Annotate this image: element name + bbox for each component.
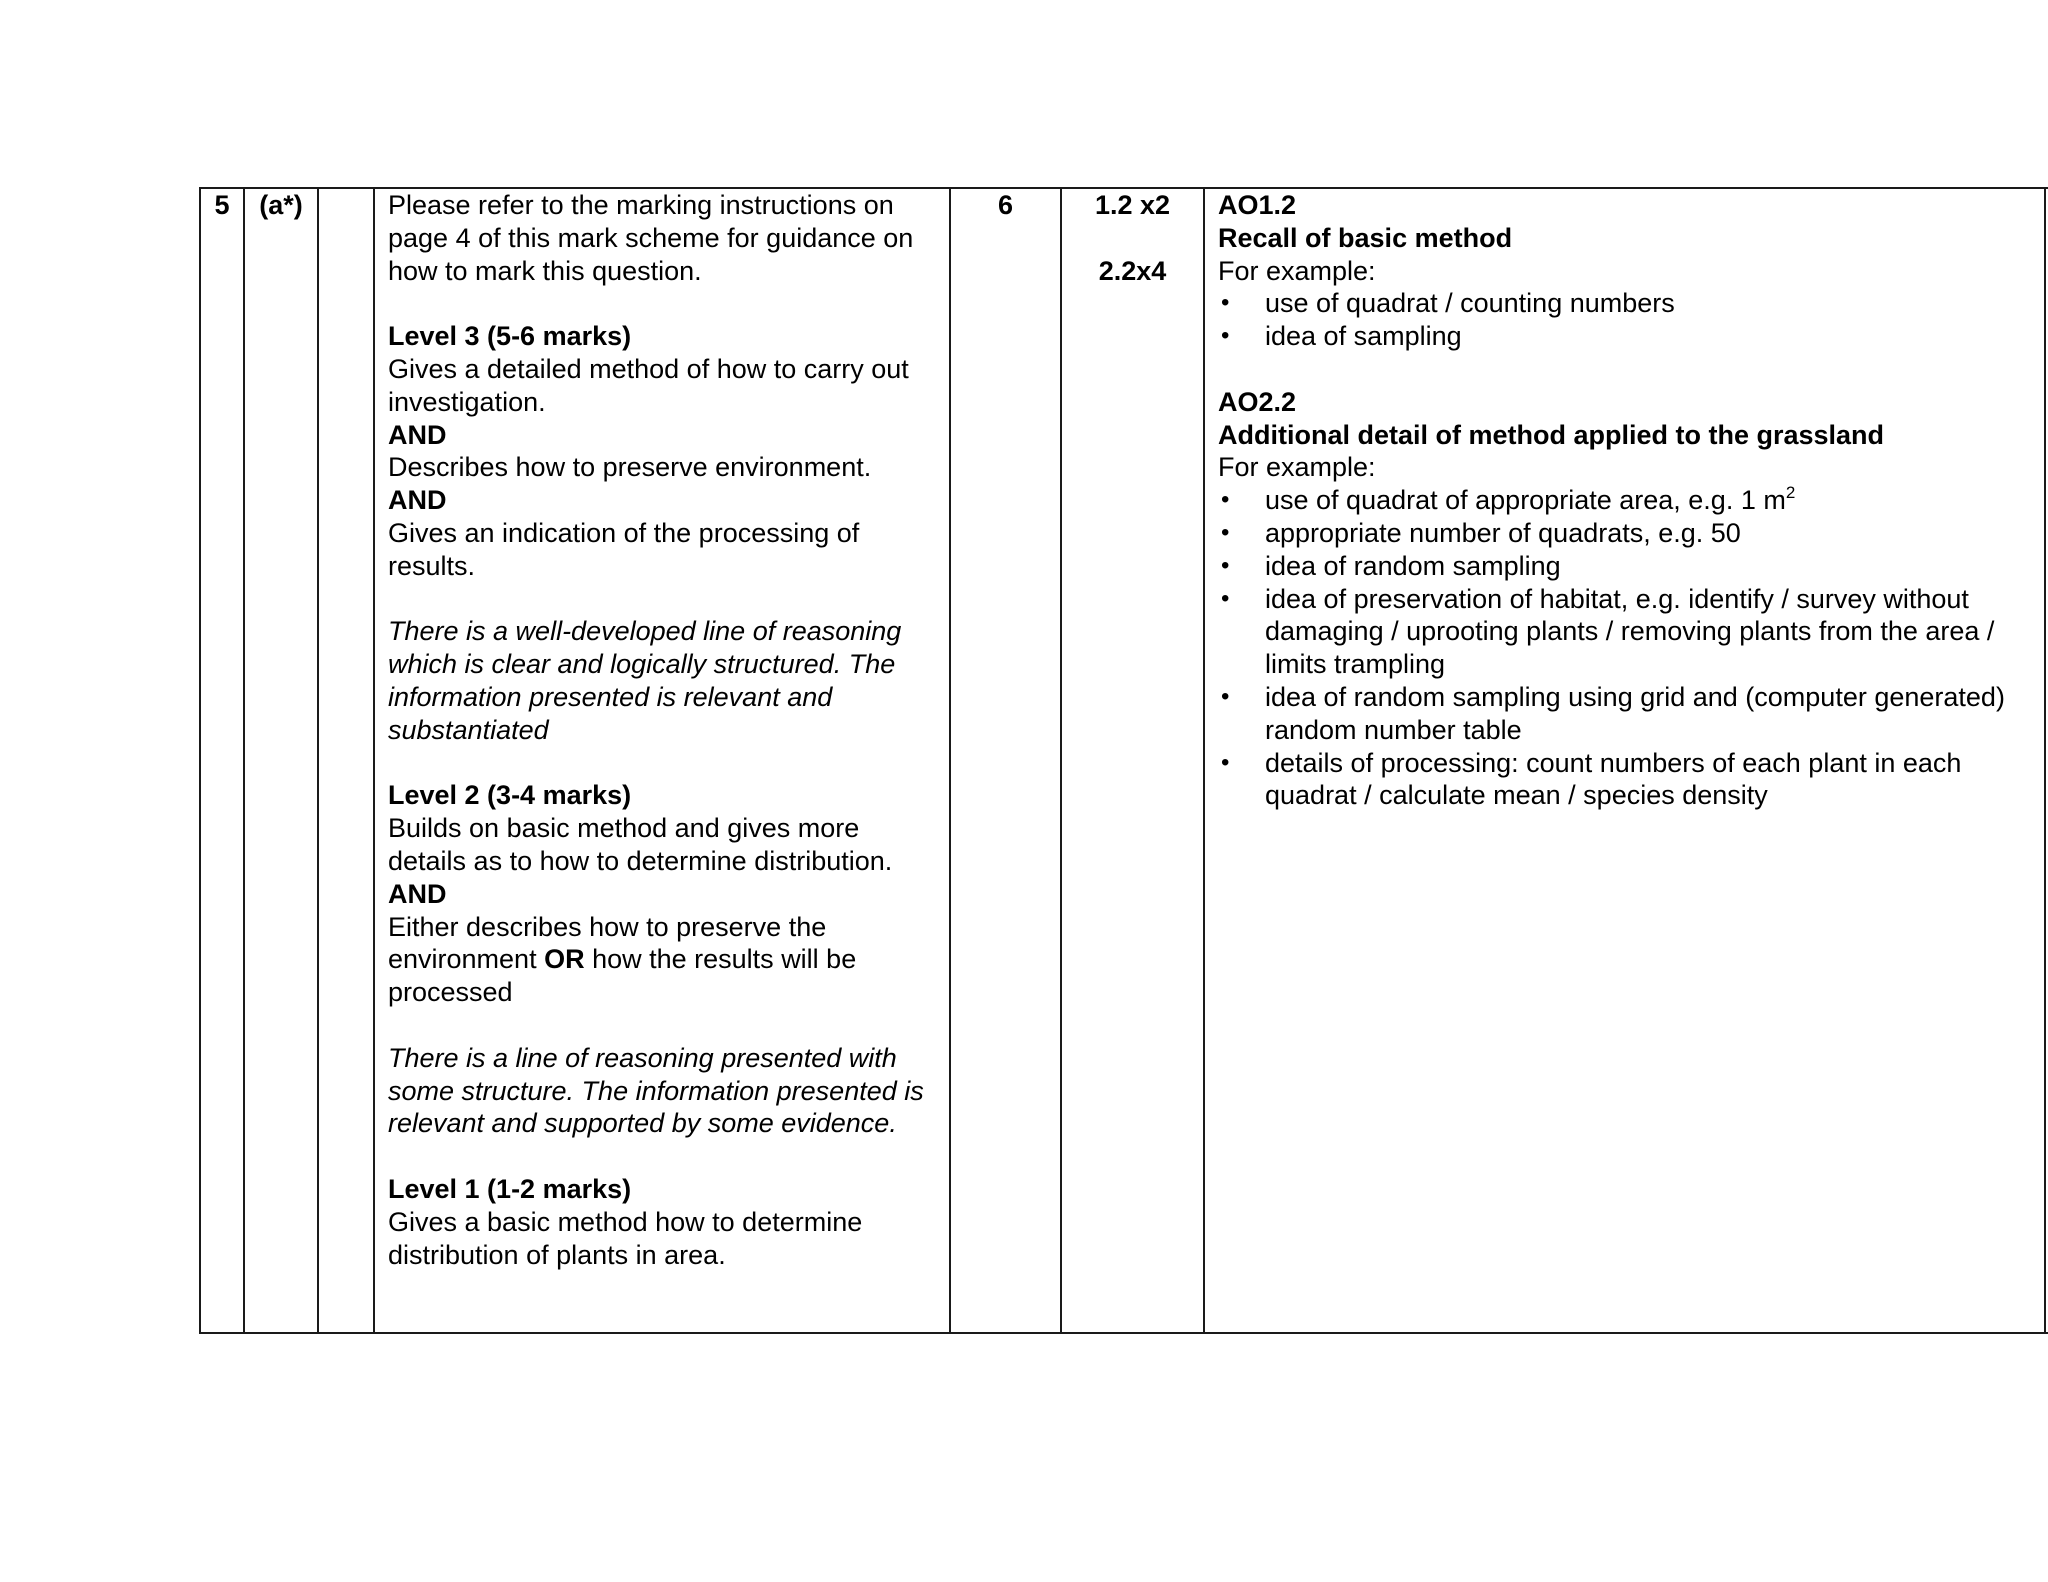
level-2-and: AND <box>388 878 447 909</box>
list-item: • use of quadrat / counting numbers <box>1218 287 2036 320</box>
question-part: (a*) <box>259 190 303 220</box>
level-3-reasoning: There is a well-developed line of reasoning which is clear and logically structured. The information presented is relevant and substantiated <box>388 616 902 745</box>
level-3-and: AND <box>388 485 447 516</box>
table-divider <box>373 187 375 1334</box>
level-2-reasoning: There is a line of reasoning presented with some structure. The information presented is relevant and supported by some evidence. <box>388 1042 924 1139</box>
question-number: 5 <box>214 190 230 220</box>
list-item <box>1218 484 2036 517</box>
level-3-criterion: Gives an indication of the processing of results. <box>388 517 860 581</box>
ao2-title: AO2.2 <box>1218 386 1297 417</box>
ao1-bullet-list <box>1218 287 2036 353</box>
level-3-and: AND <box>388 419 447 450</box>
list-item: • idea of preservation of habitat, e.g. identify / survey without damaging / uprooting plants / removing plants from the area / limits trampling <box>1218 583 2036 681</box>
level-2-criterion: Builds on basic method and gives more details as to how to determine distribution. <box>388 813 893 876</box>
level-3-criterion: Describes how to preserve environment. <box>388 452 872 483</box>
level-1-criterion: Gives a basic method how to determine distribution of plants in area. <box>388 1206 863 1270</box>
table-divider <box>1203 187 1205 1334</box>
superscript: 2 <box>1785 483 1796 503</box>
table-divider <box>243 187 245 1334</box>
ao-allocation <box>1062 189 1203 287</box>
level-2-or: OR <box>544 944 585 975</box>
level-2-criterion-part: Either describes how to preserve the environment <box>388 911 827 975</box>
list-item: • idea of random sampling using grid and (computer generated) random number table <box>1218 681 2036 747</box>
level-2-criterion-part: how the results will be processed <box>388 944 857 1008</box>
level-2-title: Level 2 (3-4 marks) <box>388 780 632 811</box>
ao2-bullet-list <box>1218 484 2036 812</box>
list-item-text: use of quadrat of appropriate area, e.g. 1 m <box>1265 485 1786 516</box>
level-3-title: Level 3 (5-6 marks) <box>388 321 632 352</box>
list-item: • idea of random sampling <box>1218 550 2036 583</box>
table-border-left <box>199 187 201 1334</box>
table-divider <box>1060 187 1062 1334</box>
list-item: • appropriate number of quadrats, e.g. 50 <box>1218 517 2036 550</box>
ao-allocation-item: 2.2x4 <box>1098 255 1167 286</box>
level-1-title: Level 1 (1-2 marks) <box>388 1173 632 1204</box>
table-divider <box>949 187 951 1334</box>
list-item: • idea of sampling <box>1218 320 2036 353</box>
answer-cell <box>388 189 944 1271</box>
ao1-heading: Recall of basic method <box>1218 222 1513 253</box>
ao1-example-label: For example: <box>1218 255 1376 286</box>
ao1-title: AO1.2 <box>1218 190 1297 220</box>
level-3-criterion: Gives a detailed method of how to carry out investigation. <box>388 353 909 417</box>
ao-allocation-item: 1.2 x2 <box>1094 190 1171 220</box>
table-divider <box>2044 187 2046 1334</box>
total-marks: 6 <box>997 190 1014 220</box>
table-divider <box>317 187 319 1334</box>
level-2-criterion <box>388 911 944 1009</box>
ao2-heading: Additional detail of method applied to the grassland <box>1218 419 1885 450</box>
ao2-example-label: For example: <box>1218 452 1376 483</box>
marking-instructions-note: Please refer to the marking instructions on page 4 of this mark scheme for guidance on how to mark this question. <box>388 190 914 286</box>
guidance-cell <box>1218 189 2036 812</box>
list-item: • details of processing: count numbers of each plant in each quadrat / calculate mean / species density <box>1218 747 2036 813</box>
